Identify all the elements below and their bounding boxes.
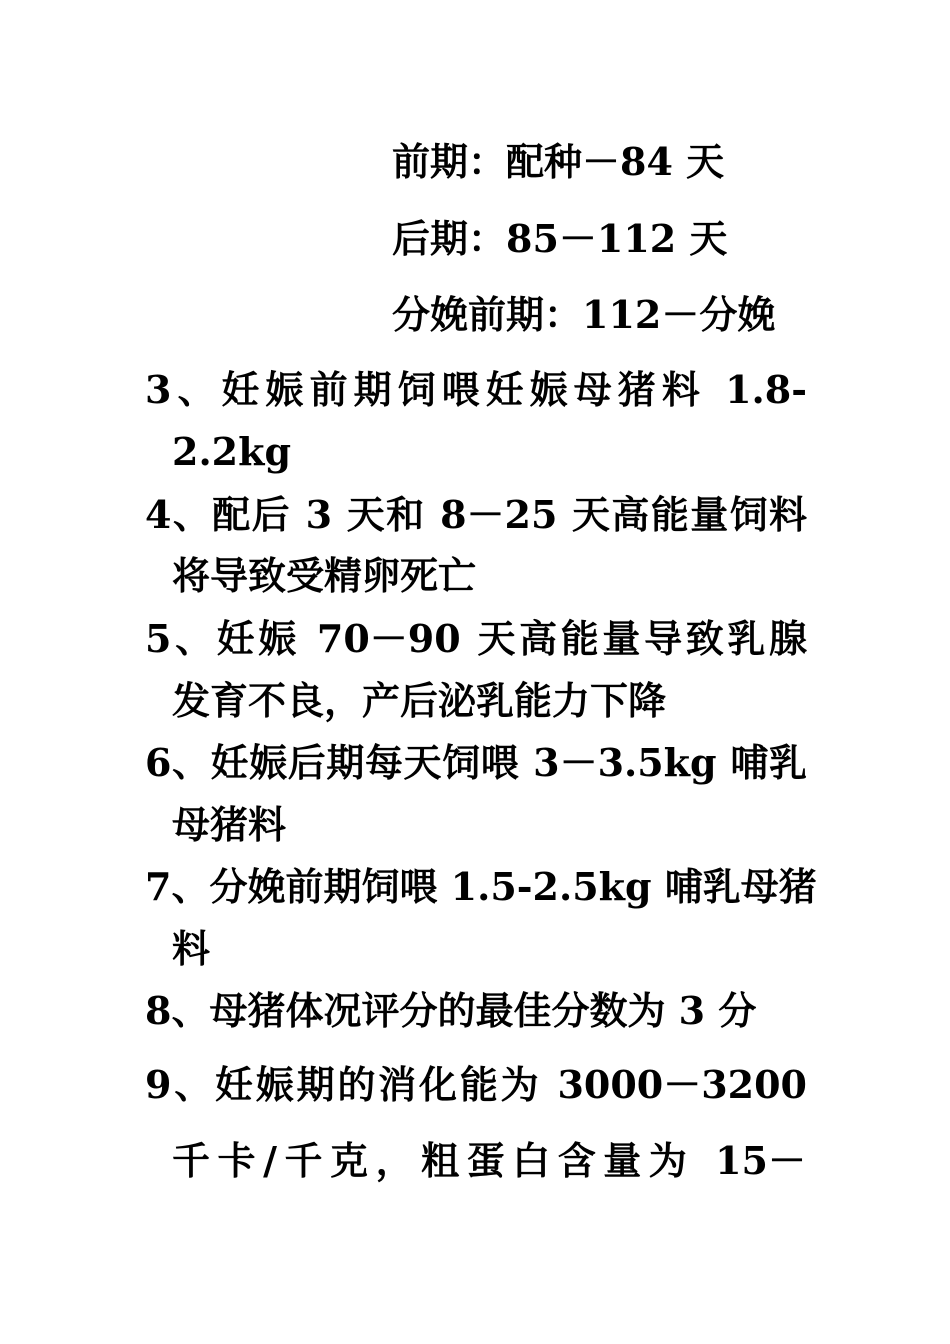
list-item-7: 7、分娩前期饲喂 1.5-2.5kg 哺乳母猪 xyxy=(145,864,817,909)
list-item-5: 5、妊娠 70－90 天高能量导致乳腺 xyxy=(145,616,807,661)
list-item-9: 9、妊娠期的消化能为 3000－3200 xyxy=(145,1062,807,1107)
list-item-3: 3、妊娠前期饲喂妊娠母猪料 1.8- xyxy=(145,367,807,412)
list-item-9-continuation: 千卡/千克，粗蛋白含量为 15－ xyxy=(172,1138,806,1183)
list-item-3-continuation: 2.2kg xyxy=(172,429,292,474)
period-early: 前期：配种－84 天 xyxy=(392,139,725,184)
list-item-4-continuation: 将导致受精卵死亡 xyxy=(172,553,477,598)
period-late: 后期：85－112 天 xyxy=(392,216,728,261)
period-prefarrowing: 分娩前期：112－分娩 xyxy=(392,292,776,337)
list-item-6: 6、妊娠后期每天饲喂 3－3.5kg 哺乳 xyxy=(145,740,807,785)
list-item-8: 8、母猪体况评分的最佳分数为 3 分 xyxy=(145,988,757,1033)
list-item-7-continuation: 料 xyxy=(172,926,211,971)
list-item-4: 4、配后 3 天和 8－25 天高能量饲料 xyxy=(145,492,807,537)
list-item-5-continuation: 发育不良，产后泌乳能力下降 xyxy=(172,678,667,723)
list-item-6-continuation: 母猪料 xyxy=(172,802,287,847)
